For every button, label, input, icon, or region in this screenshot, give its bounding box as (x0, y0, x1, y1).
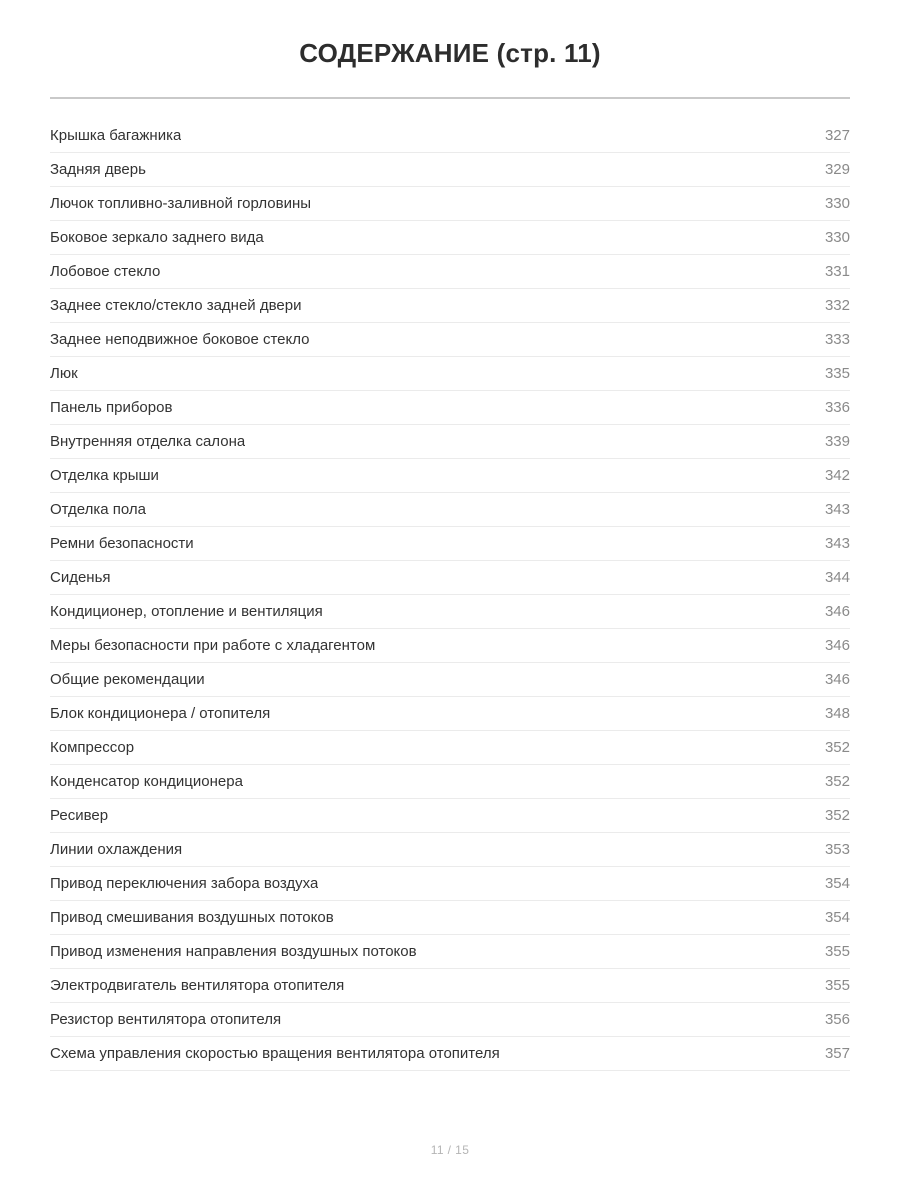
toc-entry-title: Панель приборов (50, 399, 173, 416)
toc-entry-page-number: 327 (824, 127, 850, 144)
toc-entry-page-number: 354 (824, 909, 850, 926)
toc-entry[interactable] (50, 731, 850, 765)
toc-entry-title: Резистор вентилятора отопителя (50, 1011, 282, 1028)
toc-entry[interactable] (50, 323, 850, 357)
toc-entry-title: Привод изменения направления воздушных потоков (50, 943, 417, 960)
toc-entry[interactable] (50, 561, 850, 595)
toc-entry[interactable] (50, 425, 850, 459)
toc-entry-title: Схема управления скоростью вращения вентилятора отопителя (50, 1045, 500, 1062)
toc-entry-title: Ремни безопасности (50, 535, 194, 552)
toc-entry-page-number: 356 (824, 1011, 850, 1028)
toc-entry-page-number: 336 (824, 399, 850, 416)
toc-entry[interactable] (50, 119, 850, 153)
toc-entry-page-number: 348 (824, 705, 850, 722)
toc-entry-title: Лобовое стекло (50, 263, 161, 280)
toc-entry-title: Электродвигатель вентилятора отопителя (50, 977, 345, 994)
toc-entry[interactable] (50, 357, 850, 391)
toc-entry-page-number: 346 (824, 637, 850, 654)
toc-entry[interactable] (50, 663, 850, 697)
toc-entry[interactable] (50, 527, 850, 561)
toc-entry-page-number: 352 (824, 773, 850, 790)
page-footer: 11 / 15 (430, 1143, 470, 1157)
toc-entry-title: Привод переключения забора воздуха (50, 875, 319, 892)
toc-entry[interactable] (50, 493, 850, 527)
toc-entry-page-number: 346 (824, 603, 850, 620)
toc-entry-page-number: 332 (824, 297, 850, 314)
title-divider (50, 97, 850, 99)
toc-entry-page-number: 330 (824, 195, 850, 212)
toc-entry-title: Заднее неподвижное боковое стекло (50, 331, 310, 348)
toc-entry[interactable] (50, 799, 850, 833)
toc-entry-title: Ресивер (50, 807, 109, 824)
toc-entry-page-number: 343 (824, 501, 850, 518)
toc-entry-title: Лючок топливно-заливной горловины (50, 195, 312, 212)
toc-entry[interactable] (50, 833, 850, 867)
toc-entry-title: Компрессор (50, 739, 135, 756)
toc-entry[interactable] (50, 1037, 850, 1071)
toc-entry[interactable] (50, 1003, 850, 1037)
toc-entry[interactable] (50, 969, 850, 1003)
toc-entry[interactable] (50, 289, 850, 323)
toc-entry[interactable] (50, 595, 850, 629)
toc-entry-title: Боковое зеркало заднего вида (50, 229, 264, 246)
toc-entry-page-number: 333 (824, 331, 850, 348)
toc-entry-title: Блок кондиционера / отопителя (50, 705, 271, 722)
toc-entry[interactable] (50, 187, 850, 221)
toc-entry-title: Внутренняя отделка салона (50, 433, 246, 450)
toc-entry-page-number: 353 (824, 841, 850, 858)
toc-entry[interactable] (50, 255, 850, 289)
toc-entry-title: Сиденья (50, 569, 111, 586)
toc-entry-title: Задняя дверь (50, 161, 146, 178)
toc-entry-page-number: 342 (824, 467, 850, 484)
toc-entry-title: Люк (50, 365, 78, 382)
toc-entry[interactable] (50, 391, 850, 425)
toc-entry-page-number: 352 (824, 739, 850, 756)
toc-entry[interactable] (50, 765, 850, 799)
toc-entry-title: Линии охлаждения (50, 841, 183, 858)
toc-entry[interactable] (50, 935, 850, 969)
toc-entry-page-number: 357 (824, 1045, 850, 1062)
toc-entry-page-number: 354 (824, 875, 850, 892)
toc-entry-page-number: 343 (824, 535, 850, 552)
toc-entry-page-number: 330 (824, 229, 850, 246)
toc-entry[interactable] (50, 901, 850, 935)
toc-entry-title: Меры безопасности при работе с хладагентом (50, 637, 376, 654)
toc-entry-page-number: 352 (824, 807, 850, 824)
toc-entry-page-number: 331 (824, 263, 850, 280)
table-of-contents (50, 119, 850, 1071)
toc-entry-page-number: 344 (824, 569, 850, 586)
toc-entry-title: Крышка багажника (50, 127, 182, 144)
toc-entry-title: Заднее стекло/стекло задней двери (50, 297, 302, 314)
toc-entry-title: Привод смешивания воздушных потоков (50, 909, 334, 926)
toc-entry-page-number: 339 (824, 433, 850, 450)
toc-entry-page-number: 346 (824, 671, 850, 688)
toc-entry-title: Общие рекомендации (50, 671, 205, 688)
toc-entry-title: Отделка пола (50, 501, 147, 518)
toc-entry[interactable] (50, 867, 850, 901)
page-title: СОДЕРЖАНИЕ (стр. 11) (299, 38, 601, 68)
toc-entry[interactable] (50, 221, 850, 255)
toc-entry-page-number: 355 (824, 943, 850, 960)
toc-entry[interactable] (50, 153, 850, 187)
toc-entry[interactable] (50, 629, 850, 663)
toc-entry[interactable] (50, 459, 850, 493)
toc-entry-page-number: 355 (824, 977, 850, 994)
toc-entry-title: Отделка крыши (50, 467, 159, 484)
toc-entry[interactable] (50, 697, 850, 731)
toc-entry-page-number: 335 (824, 365, 850, 382)
toc-entry-title: Кондиционер, отопление и вентиляция (50, 603, 323, 620)
toc-entry-title: Конденсатор кондиционера (50, 773, 243, 790)
toc-entry-page-number: 329 (824, 161, 850, 178)
